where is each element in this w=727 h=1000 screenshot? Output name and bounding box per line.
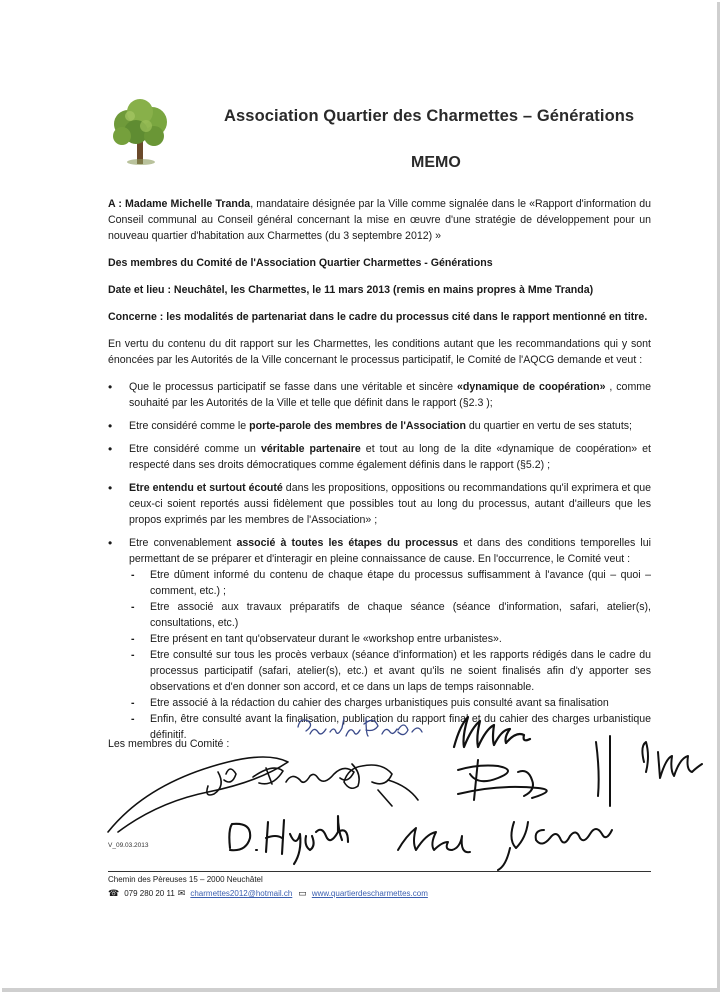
- footer-address: Chemin des Pèreuses 15 – 2000 Neuchâtel: [108, 875, 263, 884]
- recipient-paragraph: [108, 196, 651, 244]
- demand-text: Etre considéré comme le: [129, 420, 250, 432]
- organization-title: Association Quartier des Charmettes – Générations: [224, 107, 635, 125]
- signature: [298, 718, 422, 736]
- computer-icon: ▭: [298, 888, 307, 898]
- phone-number: 079 280 20 11: [124, 889, 175, 898]
- version-label: V_09.03.2013: [108, 842, 149, 849]
- sub-demand-item: - Etre présent en tant qu'observateur durant le «workshop entre urbanistes».: [129, 631, 651, 647]
- demand-text: Etre convenablement: [129, 537, 237, 549]
- memo-title: MEMO: [411, 154, 461, 171]
- demand-text: et dans des conditions temporelles lui permettant de se préparer et d'interagir en pleine connaissance de cause. En l'occurrence, le Comité veut :: [129, 537, 652, 565]
- sub-demand-item: - Etre consulté sur tous les procès verbaux (séance d'information) et les rapports rédigés dans le cadre du processus participatif (safari, atelier(s), etc.) et avant qu'ils ne soient finalisés afin d'y apporter ses observations et d'en donner son accord, et ce dans un laps de temps raisonnable.: [129, 647, 651, 695]
- demand-text: et tout au long de la dite «dynamique de coopération» et respecté dans ses droits démocratiques comme également définis dans le rapport (§5.2) ;: [129, 443, 651, 471]
- demand-text: Que le processus participatif se fasse dans une véritable et sincère: [129, 381, 457, 393]
- phone-icon: ☎: [108, 888, 120, 898]
- demand-text: Etre considéré comme un: [129, 443, 261, 455]
- demand-item: [108, 480, 651, 528]
- sub-demand-item: - Etre dûment informé du contenu de chaque étape du processus suffisamment à l'avance (qui – quoi – comment, etc.) ;: [129, 567, 651, 599]
- footer-divider: [108, 871, 651, 872]
- demand-item: [108, 379, 651, 411]
- envelope-icon: ✉: [177, 888, 186, 898]
- demand-emphasis: associé à toutes les étapes du processus: [236, 537, 459, 549]
- signature: [108, 757, 418, 832]
- intro-paragraph: En vertu du contenu du dit rapport sur les Charmettes, les conditions autant que les recommandations qui y sont énoncées par les Autorités de la Ville concernant le processus participatif, le Comité de l'AQCG demande et veut :: [108, 338, 651, 366]
- signature: [229, 816, 348, 864]
- demands-list: [108, 379, 651, 743]
- signature: [398, 828, 470, 852]
- date-place-line: Date et lieu : Neuchâtel, les Charmettes, le 11 mars 2013 (remis en mains propres à Mme Tranda): [108, 284, 594, 296]
- sub-demand-item: - Enfin, être consulté avant la finalisation, publication du rapport final et du cahier des charges urbanistique définitif.: [129, 711, 651, 743]
- demand-emphasis: «dynamique de coopération»: [456, 381, 606, 393]
- website-link[interactable]: www.quartierdescharmettes.com: [311, 889, 428, 898]
- sender-line: Des membres du Comité de l'Association Quartier Charmettes - Générations: [108, 257, 493, 269]
- committee-signatures: [98, 702, 727, 872]
- demand-emphasis: véritable partenaire: [260, 443, 361, 455]
- demand-item: [108, 441, 651, 473]
- email-link[interactable]: charmettes2012@hotmail.ch: [190, 889, 293, 898]
- signature: [454, 717, 530, 747]
- recipient-description: , mandataire désignée par la Ville comme signalée dans le «Rapport d'information du Conseil communal au Conseil général concernant la mise en œuvre d'une stratégie de développement pour un nouveau quartier d'habitation aux Charmettes (du 3 septembre 2012) »: [108, 198, 652, 242]
- demand-text: dans les propositions, oppositions ou recommandations qu'il exprimera et que ceux-ci soient reportés aussi fidèlement que possibles tout au long du processus, autant d'ailleurs que les propos exprimés par les membres de l'Association» ;: [129, 482, 651, 526]
- recipient-name: A : Madame Michelle Tranda: [108, 198, 251, 210]
- memo-body: [108, 196, 651, 750]
- demand-text: , comme souhaité par les Autorités de la Ville et telle que définit dans le rapport (§2.3 );: [129, 381, 651, 409]
- footer-contacts: [108, 888, 428, 899]
- signature: [458, 760, 547, 800]
- signature: [498, 822, 612, 870]
- sub-demand-item: - Etre associé à la rédaction du cahier des charges urbanistiques puis consulté avant sa finalisation: [129, 695, 651, 711]
- demand-item: [108, 418, 651, 434]
- demand-text: du quartier en vertu de ses statuts;: [465, 420, 632, 432]
- subject-line: Concerne : les modalités de partenariat dans le cadre du processus cité dans le rapport mentionné en titre.: [108, 311, 648, 323]
- memo-page: [2, 2, 720, 992]
- signature: [596, 736, 702, 806]
- demand-emphasis: porte-parole des membres de l'Association: [249, 420, 466, 432]
- tree-icon: [106, 98, 176, 168]
- members-label: Les membres du Comité :: [108, 738, 230, 750]
- demand-emphasis: Etre entendu et surtout écouté: [129, 482, 283, 494]
- sub-demand-item: - Etre associé aux travaux préparatifs de chaque séance (séance d'information, safari, atelier(s), consultations, etc.): [129, 599, 651, 631]
